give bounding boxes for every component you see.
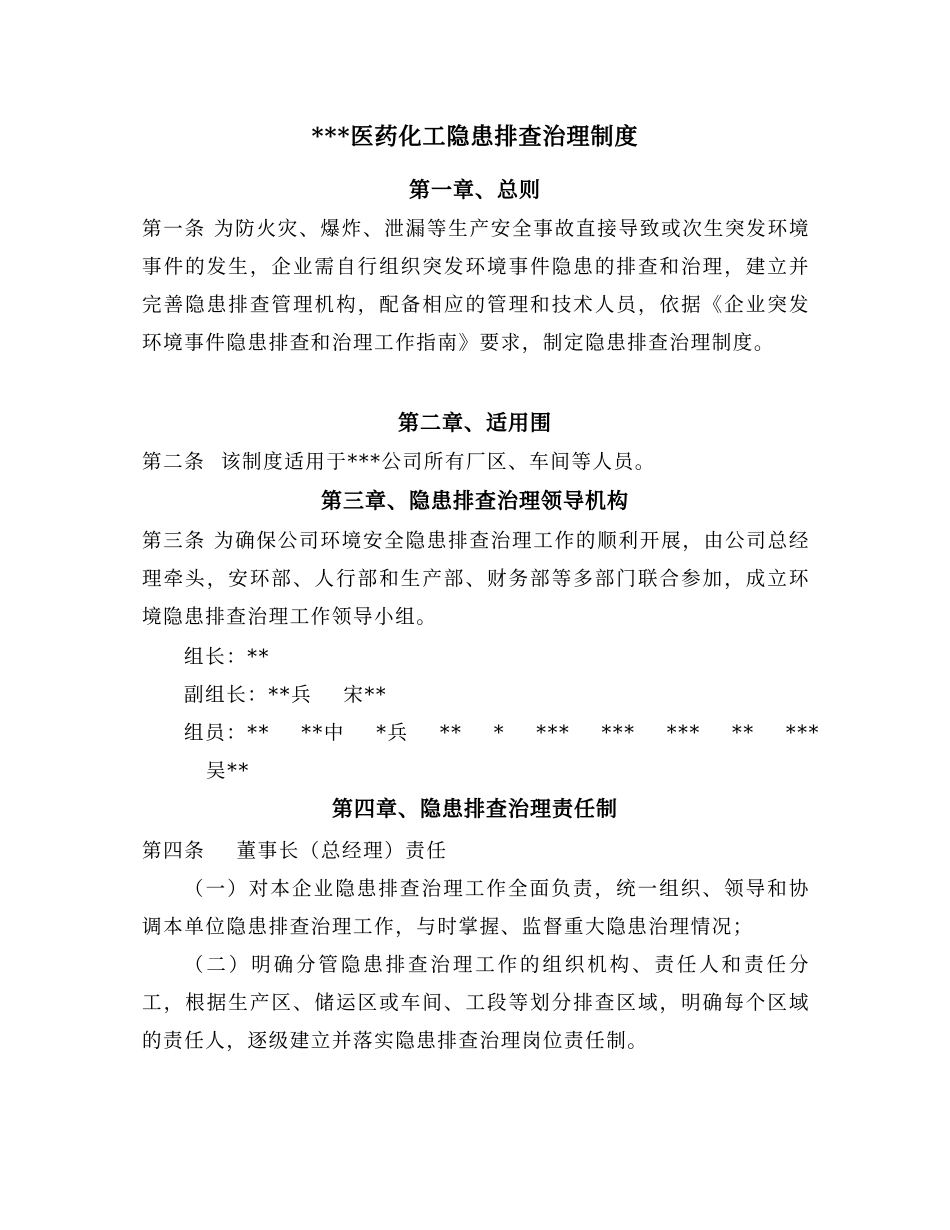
chapter-2-heading: 第二章、适用围 — [398, 410, 552, 435]
article-1-paragraph: 第一条 为防火灾、爆炸、泄漏等生产安全事故直接导致或次生突发环境事件的发生，企业需自行组织突发环境事件隐患的排查和治理，建立并完善隐患排查管理机构，配备相应的管理和技术人员，依据《企业突发环境事件隐患排查和治理工作指南》要求，制定隐患排查治理制度。 — [142, 217, 810, 354]
chapter-1-heading: 第一章、总则 — [409, 177, 541, 202]
members-line: 组员：** **中 *兵 ** * *** *** *** ** *** — [184, 721, 820, 744]
chapter-4-heading: 第四章、隐患排查治理责任制 — [332, 796, 618, 821]
chapter-3-heading: 第三章、隐患排查治理领导机构 — [321, 488, 629, 513]
article-4-heading: 第四条 董事长（总经理）责任 — [142, 839, 448, 862]
article-3-paragraph: 第三条 为确保公司环境安全隐患排查治理工作的顺利开展，由公司总经理牵头，安环部、人行部和生产部、财务部等多部门联合参加，成立环境隐患排查治理工作领导小组。 — [142, 529, 810, 628]
group-leader-line: 组长：** — [184, 645, 270, 668]
members-line-continued: 吴** — [206, 759, 250, 782]
deputy-leader-line: 副组长：**兵 宋** — [184, 683, 388, 706]
article-2-paragraph: 第二条 该制度适用于***公司所有厂区、车间等人员。 — [142, 450, 656, 473]
article-4-item-1: （一）对本企业隐患排查治理工作全面负责，统一组织、领导和协调本单位隐患排查治理工作，与时掌握、监督重大隐患治理情况； — [142, 877, 810, 938]
document-title: ***医药化工隐患排查治理制度 — [311, 123, 639, 150]
article-4-item-2: （二）明确分管隐患排查治理工作的组织机构、责任人和责任分工，根据生产区、储运区或车间、工段等划分排查区域，明确每个区域的责任人，逐级建立并落实隐患排查治理岗位责任制。 — [142, 953, 810, 1052]
